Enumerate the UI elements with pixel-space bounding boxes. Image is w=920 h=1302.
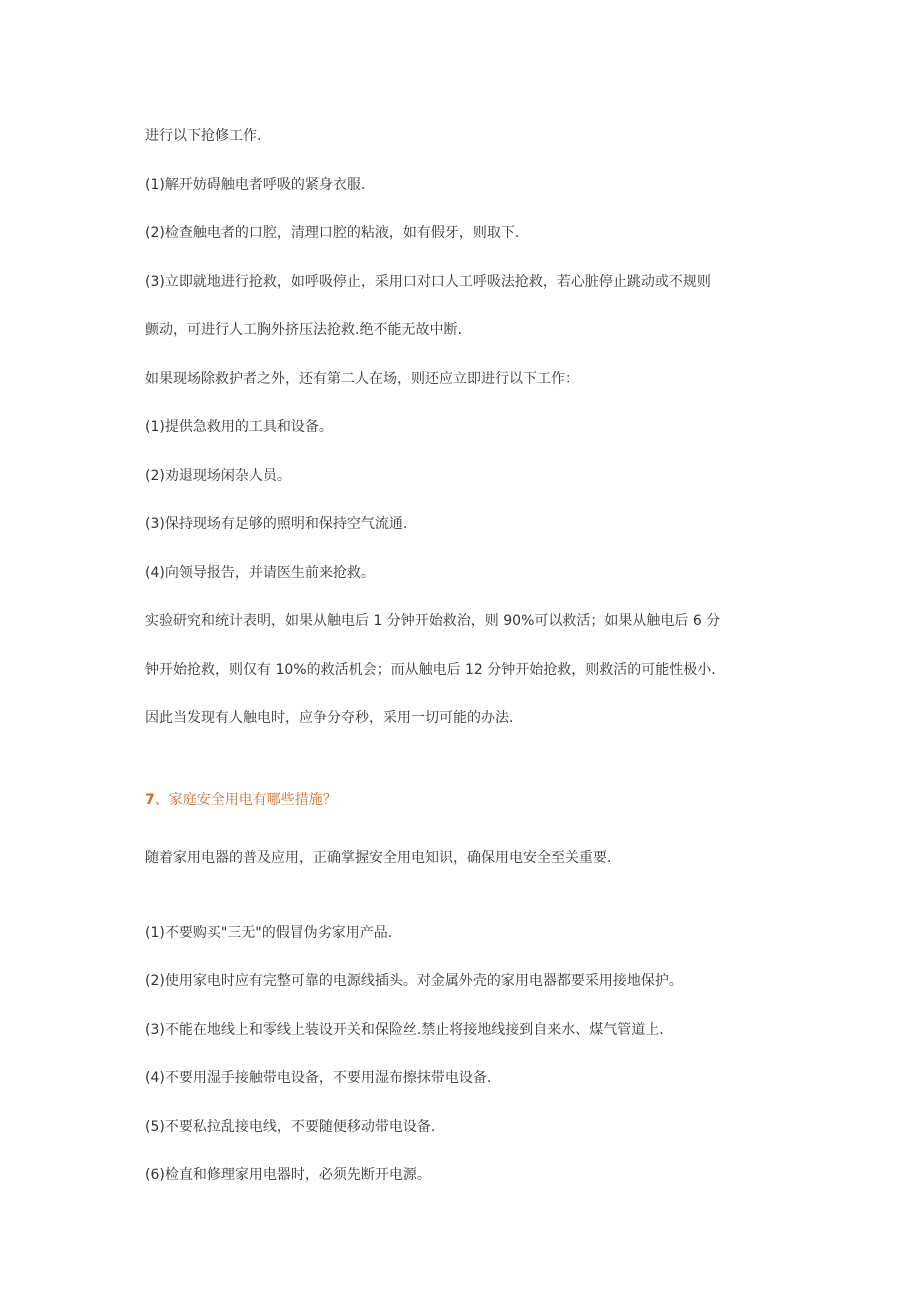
safety-item: (5)不要私拉乱接电线，不要随便移动带电设备. <box>145 1119 436 1135</box>
rescue-step: (3)立即就地进行抢救，如呼吸停止，采用口对口人工呼吸法抢救，若心脏停止跳动或不规则 <box>145 274 711 290</box>
conclusion-line: 实验研究和统计表明，如果从触电后 1 分钟开始救治，则 90%可以救活；如果从触电后 6 分 <box>145 613 721 629</box>
rescue-step: (2)检查触电者的口腔，清理口腔的粘液，如有假牙，则取下. <box>145 225 520 241</box>
section-intro: 随着家用电器的普及应用，正确掌握安全用电知识，确保用电安全至关重要. <box>145 850 612 866</box>
rescue-step-continued: 颤动，可进行人工胸外挤压法抢救.绝不能无故中断. <box>145 322 462 338</box>
conclusion-line: 钟开始抢救，则仅有 10%的救活机会；而从触电后 12 分钟开始抢救，则救活的可能性极小. <box>145 662 716 678</box>
section-intro: 进行以下抢修工作. <box>145 128 262 144</box>
heading-number: 7 <box>145 792 155 808</box>
second-person-step: (1)提供急救用的工具和设备。 <box>145 419 333 435</box>
safety-item: (2)使用家电时应有完整可靠的电源线插头。对金属外壳的家用电器都要采用接地保护。 <box>145 973 683 989</box>
conclusion-line: 因此当发现有人触电时，应争分夺秒，采用一切可能的办法. <box>145 710 514 726</box>
section-heading <box>145 790 337 810</box>
safety-item: (6)检直和修理家用电器时，必须先断开电源。 <box>145 1167 431 1183</box>
safety-item: (1)不要购买"三无"的假冒伪劣家用产品. <box>145 925 393 941</box>
safety-item: (3)不能在地线上和零线上装设开关和保险丝.禁止将接地线接到自来水、煤气管道上. <box>145 1022 664 1038</box>
second-person-step: (2)劝退现场闲杂人员。 <box>145 468 291 484</box>
safety-item: (4)不要用湿手接触带电设备，不要用湿布擦抹带电设备. <box>145 1070 492 1086</box>
second-person-step: (3)保持现场有足够的照明和保持空气流通. <box>145 516 408 532</box>
second-person-step: (4)向领导报告，并请医生前来抢救。 <box>145 565 375 581</box>
second-person-intro: 如果现场除救护者之外，还有第二人在场，则还应立即进行以下工作： <box>145 371 579 387</box>
rescue-step: (1)解开妨碍触电者呼吸的紧身衣服. <box>145 177 366 193</box>
heading-text: 、家庭安全用电有哪些措施？ <box>154 792 337 808</box>
